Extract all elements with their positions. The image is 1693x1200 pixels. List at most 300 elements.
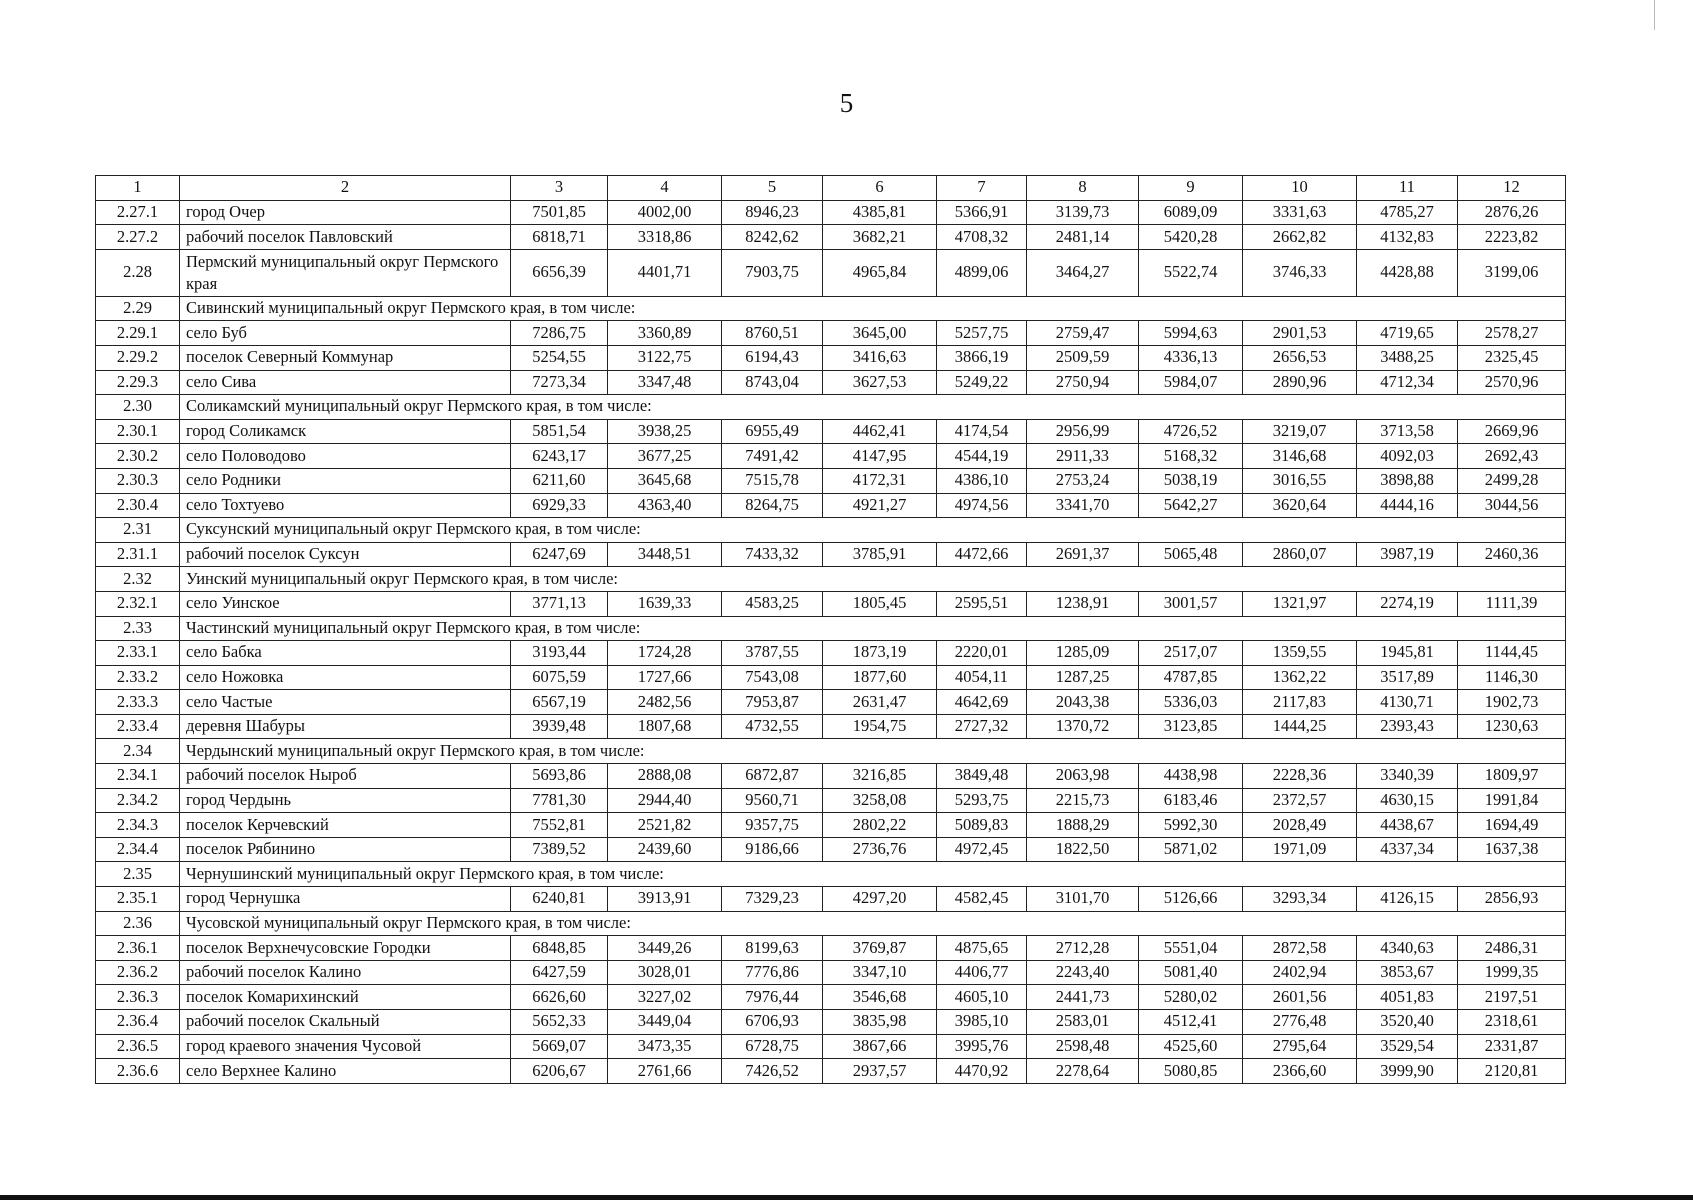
value-cell: 1639,33 bbox=[608, 591, 722, 616]
value-cell: 1637,38 bbox=[1458, 837, 1566, 862]
value-cell: 2802,22 bbox=[823, 813, 937, 838]
row-number: 2.34.3 bbox=[96, 813, 180, 838]
value-cell: 3520,40 bbox=[1357, 1010, 1458, 1035]
value-cell: 5126,66 bbox=[1139, 887, 1243, 912]
section-row bbox=[96, 862, 1566, 887]
row-number: 2.36.5 bbox=[96, 1034, 180, 1059]
settlement-name: поселок Верхнечусовские Городки bbox=[180, 936, 511, 961]
value-cell: 1321,97 bbox=[1243, 591, 1357, 616]
value-cell: 6818,71 bbox=[511, 225, 608, 250]
value-cell: 5669,07 bbox=[511, 1034, 608, 1059]
table-row bbox=[96, 813, 1566, 838]
value-cell: 7543,08 bbox=[722, 665, 823, 690]
value-cell: 3331,63 bbox=[1243, 200, 1357, 225]
value-cell: 7776,86 bbox=[722, 960, 823, 985]
value-cell: 3016,55 bbox=[1243, 468, 1357, 493]
value-cell: 2441,73 bbox=[1027, 985, 1139, 1010]
value-cell: 5249,22 bbox=[937, 370, 1027, 395]
row-number: 2.27.1 bbox=[96, 200, 180, 225]
section-row bbox=[96, 739, 1566, 764]
value-cell: 2795,64 bbox=[1243, 1034, 1357, 1059]
value-cell: 3866,19 bbox=[937, 345, 1027, 370]
value-cell: 3939,48 bbox=[511, 714, 608, 739]
table-row bbox=[96, 1034, 1566, 1059]
value-cell: 3347,48 bbox=[608, 370, 722, 395]
value-cell: 4092,03 bbox=[1357, 444, 1458, 469]
table-row bbox=[96, 345, 1566, 370]
value-cell: 1809,97 bbox=[1458, 764, 1566, 789]
value-cell: 2911,33 bbox=[1027, 444, 1139, 469]
value-cell: 7501,85 bbox=[511, 200, 608, 225]
value-cell: 2598,48 bbox=[1027, 1034, 1139, 1059]
value-cell: 6243,17 bbox=[511, 444, 608, 469]
value-cell: 2223,82 bbox=[1458, 225, 1566, 250]
value-cell: 2753,24 bbox=[1027, 468, 1139, 493]
value-cell: 8760,51 bbox=[722, 321, 823, 346]
value-cell: 6706,93 bbox=[722, 1010, 823, 1035]
table-row bbox=[96, 788, 1566, 813]
value-cell: 6089,09 bbox=[1139, 200, 1243, 225]
value-cell: 2595,51 bbox=[937, 591, 1027, 616]
value-cell: 5522,74 bbox=[1139, 249, 1243, 296]
value-cell: 1888,29 bbox=[1027, 813, 1139, 838]
section-row bbox=[96, 911, 1566, 936]
value-cell: 4972,45 bbox=[937, 837, 1027, 862]
value-cell: 3139,73 bbox=[1027, 200, 1139, 225]
section-title: Уинский муниципальный округ Пермского края, в том числе: bbox=[180, 567, 1566, 592]
value-cell: 4002,00 bbox=[608, 200, 722, 225]
value-cell: 7389,52 bbox=[511, 837, 608, 862]
settlement-name: село Верхнее Калино bbox=[180, 1059, 511, 1084]
value-cell: 4470,92 bbox=[937, 1059, 1027, 1084]
value-cell: 6075,59 bbox=[511, 665, 608, 690]
value-cell: 3341,70 bbox=[1027, 493, 1139, 518]
value-cell: 7976,44 bbox=[722, 985, 823, 1010]
value-cell: 2509,59 bbox=[1027, 345, 1139, 370]
row-number: 2.33.2 bbox=[96, 665, 180, 690]
value-cell: 2601,56 bbox=[1243, 985, 1357, 1010]
value-cell: 1144,45 bbox=[1458, 641, 1566, 666]
table-row bbox=[96, 837, 1566, 862]
value-cell: 3199,06 bbox=[1458, 249, 1566, 296]
value-cell: 3645,00 bbox=[823, 321, 937, 346]
value-cell: 2736,76 bbox=[823, 837, 937, 862]
settlement-name: город Чердынь bbox=[180, 788, 511, 813]
column-header: 11 bbox=[1357, 176, 1458, 201]
value-cell: 7781,30 bbox=[511, 788, 608, 813]
value-cell: 4385,81 bbox=[823, 200, 937, 225]
value-cell: 4054,11 bbox=[937, 665, 1027, 690]
row-number: 2.31.1 bbox=[96, 542, 180, 567]
value-cell: 6626,60 bbox=[511, 985, 608, 1010]
value-cell: 4544,19 bbox=[937, 444, 1027, 469]
settlement-name: село Буб bbox=[180, 321, 511, 346]
value-cell: 4336,13 bbox=[1139, 345, 1243, 370]
value-cell: 4512,41 bbox=[1139, 1010, 1243, 1035]
value-cell: 2028,49 bbox=[1243, 813, 1357, 838]
value-cell: 3938,25 bbox=[608, 419, 722, 444]
value-cell: 3835,98 bbox=[823, 1010, 937, 1035]
value-cell: 3340,39 bbox=[1357, 764, 1458, 789]
value-cell: 2481,14 bbox=[1027, 225, 1139, 250]
value-cell: 4719,65 bbox=[1357, 321, 1458, 346]
settlement-name: село Частые bbox=[180, 690, 511, 715]
value-cell: 2956,99 bbox=[1027, 419, 1139, 444]
column-header: 10 bbox=[1243, 176, 1357, 201]
section-title: Сивинский муниципальный округ Пермского края, в том числе: bbox=[180, 296, 1566, 321]
value-cell: 4785,27 bbox=[1357, 200, 1458, 225]
value-cell: 8946,23 bbox=[722, 200, 823, 225]
row-number: 2.30.2 bbox=[96, 444, 180, 469]
value-cell: 5293,75 bbox=[937, 788, 1027, 813]
value-cell: 5366,91 bbox=[937, 200, 1027, 225]
value-cell: 4051,83 bbox=[1357, 985, 1458, 1010]
value-cell: 1727,66 bbox=[608, 665, 722, 690]
value-cell: 2274,19 bbox=[1357, 591, 1458, 616]
value-cell: 5065,48 bbox=[1139, 542, 1243, 567]
value-cell: 3771,13 bbox=[511, 591, 608, 616]
value-cell: 6955,49 bbox=[722, 419, 823, 444]
table-row bbox=[96, 641, 1566, 666]
value-cell: 2482,56 bbox=[608, 690, 722, 715]
settlement-name: рабочий поселок Скальный bbox=[180, 1010, 511, 1035]
table-row bbox=[96, 249, 1566, 296]
value-cell: 4337,34 bbox=[1357, 837, 1458, 862]
value-cell: 1111,39 bbox=[1458, 591, 1566, 616]
value-cell: 4132,83 bbox=[1357, 225, 1458, 250]
value-cell: 5871,02 bbox=[1139, 837, 1243, 862]
value-cell: 8264,75 bbox=[722, 493, 823, 518]
section-title: Частинский муниципальный округ Пермского края, в том числе: bbox=[180, 616, 1566, 641]
section-row bbox=[96, 518, 1566, 543]
table-row bbox=[96, 764, 1566, 789]
value-cell: 4126,15 bbox=[1357, 887, 1458, 912]
value-cell: 2499,28 bbox=[1458, 468, 1566, 493]
table-row bbox=[96, 370, 1566, 395]
value-cell: 9357,75 bbox=[722, 813, 823, 838]
value-cell: 4428,88 bbox=[1357, 249, 1458, 296]
value-cell: 2750,94 bbox=[1027, 370, 1139, 395]
settlement-name: село Сива bbox=[180, 370, 511, 395]
table-body bbox=[96, 176, 1566, 1084]
column-header: 9 bbox=[1139, 176, 1243, 201]
value-cell: 1146,30 bbox=[1458, 665, 1566, 690]
row-number: 2.36.3 bbox=[96, 985, 180, 1010]
value-cell: 2583,01 bbox=[1027, 1010, 1139, 1035]
settlement-name: село Тохтуево bbox=[180, 493, 511, 518]
value-cell: 2517,07 bbox=[1139, 641, 1243, 666]
value-cell: 3913,91 bbox=[608, 887, 722, 912]
value-cell: 5280,02 bbox=[1139, 985, 1243, 1010]
value-cell: 2521,82 bbox=[608, 813, 722, 838]
value-cell: 5693,86 bbox=[511, 764, 608, 789]
value-cell: 3360,89 bbox=[608, 321, 722, 346]
row-number: 2.35.1 bbox=[96, 887, 180, 912]
value-cell: 3995,76 bbox=[937, 1034, 1027, 1059]
value-cell: 1444,25 bbox=[1243, 714, 1357, 739]
value-cell: 2761,66 bbox=[608, 1059, 722, 1084]
settlement-name: рабочий поселок Павловский bbox=[180, 225, 511, 250]
value-cell: 7491,42 bbox=[722, 444, 823, 469]
value-cell: 5038,19 bbox=[1139, 468, 1243, 493]
value-cell: 4525,60 bbox=[1139, 1034, 1243, 1059]
settlement-name: рабочий поселок Суксун bbox=[180, 542, 511, 567]
settlement-name: поселок Керчевский bbox=[180, 813, 511, 838]
value-cell: 3448,51 bbox=[608, 542, 722, 567]
column-header: 7 bbox=[937, 176, 1027, 201]
settlement-name: Пермский муниципальный округ Пермского края bbox=[180, 249, 511, 296]
table-row bbox=[96, 887, 1566, 912]
value-cell: 2669,96 bbox=[1458, 419, 1566, 444]
value-cell: 2691,37 bbox=[1027, 542, 1139, 567]
settlement-name: село Ножовка bbox=[180, 665, 511, 690]
value-cell: 1873,19 bbox=[823, 641, 937, 666]
settlement-name: город краевого значения Чусовой bbox=[180, 1034, 511, 1059]
settlement-name: рабочий поселок Ныроб bbox=[180, 764, 511, 789]
value-cell: 7953,87 bbox=[722, 690, 823, 715]
row-number: 2.36 bbox=[96, 911, 180, 936]
value-cell: 2776,48 bbox=[1243, 1010, 1357, 1035]
value-cell: 2901,53 bbox=[1243, 321, 1357, 346]
value-cell: 4583,25 bbox=[722, 591, 823, 616]
value-cell: 2220,01 bbox=[937, 641, 1027, 666]
value-cell: 2215,73 bbox=[1027, 788, 1139, 813]
value-cell: 8743,04 bbox=[722, 370, 823, 395]
value-cell: 6728,75 bbox=[722, 1034, 823, 1059]
value-cell: 4438,98 bbox=[1139, 764, 1243, 789]
value-cell: 4472,66 bbox=[937, 542, 1027, 567]
value-cell: 1822,50 bbox=[1027, 837, 1139, 862]
value-cell: 3193,44 bbox=[511, 641, 608, 666]
value-cell: 3464,27 bbox=[1027, 249, 1139, 296]
value-cell: 2692,43 bbox=[1458, 444, 1566, 469]
value-cell: 1991,84 bbox=[1458, 788, 1566, 813]
value-cell: 3347,10 bbox=[823, 960, 937, 985]
value-cell: 4921,27 bbox=[823, 493, 937, 518]
value-cell: 1999,35 bbox=[1458, 960, 1566, 985]
value-cell: 2331,87 bbox=[1458, 1034, 1566, 1059]
row-number: 2.30.3 bbox=[96, 468, 180, 493]
table-row bbox=[96, 542, 1566, 567]
header-row bbox=[96, 176, 1566, 201]
value-cell: 1238,91 bbox=[1027, 591, 1139, 616]
value-cell: 1359,55 bbox=[1243, 641, 1357, 666]
value-cell: 2578,27 bbox=[1458, 321, 1566, 346]
value-cell: 4147,95 bbox=[823, 444, 937, 469]
value-cell: 3449,04 bbox=[608, 1010, 722, 1035]
table-row bbox=[96, 936, 1566, 961]
value-cell: 3122,75 bbox=[608, 345, 722, 370]
value-cell: 3146,68 bbox=[1243, 444, 1357, 469]
value-cell: 3853,67 bbox=[1357, 960, 1458, 985]
value-cell: 4297,20 bbox=[823, 887, 937, 912]
value-cell: 2063,98 bbox=[1027, 764, 1139, 789]
value-cell: 7433,32 bbox=[722, 542, 823, 567]
value-cell: 4340,63 bbox=[1357, 936, 1458, 961]
value-cell: 2662,82 bbox=[1243, 225, 1357, 250]
value-cell: 6240,81 bbox=[511, 887, 608, 912]
settlement-name: рабочий поселок Калино bbox=[180, 960, 511, 985]
value-cell: 5257,75 bbox=[937, 321, 1027, 346]
value-cell: 6247,69 bbox=[511, 542, 608, 567]
value-cell: 1807,68 bbox=[608, 714, 722, 739]
value-cell: 4605,10 bbox=[937, 985, 1027, 1010]
section-row bbox=[96, 616, 1566, 641]
row-number: 2.30.1 bbox=[96, 419, 180, 444]
row-number: 2.29.3 bbox=[96, 370, 180, 395]
settlement-name: село Родники bbox=[180, 468, 511, 493]
section-title: Чердынский муниципальный округ Пермского края, в том числе: bbox=[180, 739, 1566, 764]
value-cell: 1902,73 bbox=[1458, 690, 1566, 715]
settlement-name: город Очер bbox=[180, 200, 511, 225]
value-cell: 6206,67 bbox=[511, 1059, 608, 1084]
value-cell: 2120,81 bbox=[1458, 1059, 1566, 1084]
value-cell: 7273,34 bbox=[511, 370, 608, 395]
value-cell: 3627,53 bbox=[823, 370, 937, 395]
value-cell: 3713,58 bbox=[1357, 419, 1458, 444]
value-cell: 7552,81 bbox=[511, 813, 608, 838]
value-cell: 5336,03 bbox=[1139, 690, 1243, 715]
value-cell: 4438,67 bbox=[1357, 813, 1458, 838]
row-number: 2.34.1 bbox=[96, 764, 180, 789]
value-cell: 6929,33 bbox=[511, 493, 608, 518]
value-cell: 8199,63 bbox=[722, 936, 823, 961]
value-cell: 3849,48 bbox=[937, 764, 1027, 789]
settlement-name: село Бабка bbox=[180, 641, 511, 666]
value-cell: 4726,52 bbox=[1139, 419, 1243, 444]
value-cell: 3769,87 bbox=[823, 936, 937, 961]
settlement-name: деревня Шабуры bbox=[180, 714, 511, 739]
scan-edge-line bbox=[1654, 0, 1655, 30]
value-cell: 4712,34 bbox=[1357, 370, 1458, 395]
value-cell: 3867,66 bbox=[823, 1034, 937, 1059]
value-cell: 5551,04 bbox=[1139, 936, 1243, 961]
page-number: 5 bbox=[839, 88, 854, 118]
value-cell: 5168,32 bbox=[1139, 444, 1243, 469]
table-row bbox=[96, 468, 1566, 493]
value-cell: 3258,08 bbox=[823, 788, 937, 813]
value-cell: 1805,45 bbox=[823, 591, 937, 616]
value-cell: 6427,59 bbox=[511, 960, 608, 985]
table-row bbox=[96, 1059, 1566, 1084]
value-cell: 2860,07 bbox=[1243, 542, 1357, 567]
table-row bbox=[96, 200, 1566, 225]
value-cell: 5254,55 bbox=[511, 345, 608, 370]
value-cell: 2712,28 bbox=[1027, 936, 1139, 961]
value-cell: 5420,28 bbox=[1139, 225, 1243, 250]
value-cell: 7286,75 bbox=[511, 321, 608, 346]
value-cell: 4386,10 bbox=[937, 468, 1027, 493]
table-row bbox=[96, 665, 1566, 690]
value-cell: 2402,94 bbox=[1243, 960, 1357, 985]
value-cell: 5992,30 bbox=[1139, 813, 1243, 838]
value-cell: 3219,07 bbox=[1243, 419, 1357, 444]
value-cell: 3529,54 bbox=[1357, 1034, 1458, 1059]
value-cell: 3517,89 bbox=[1357, 665, 1458, 690]
value-cell: 7329,23 bbox=[722, 887, 823, 912]
value-cell: 3216,85 bbox=[823, 764, 937, 789]
table-row bbox=[96, 714, 1566, 739]
value-cell: 2872,58 bbox=[1243, 936, 1357, 961]
value-cell: 7515,78 bbox=[722, 468, 823, 493]
value-cell: 3746,33 bbox=[1243, 249, 1357, 296]
value-cell: 4462,41 bbox=[823, 419, 937, 444]
value-cell: 2727,32 bbox=[937, 714, 1027, 739]
settlement-name: город Чернушка bbox=[180, 887, 511, 912]
column-header: 8 bbox=[1027, 176, 1139, 201]
value-cell: 4965,84 bbox=[823, 249, 937, 296]
value-cell: 3318,86 bbox=[608, 225, 722, 250]
section-title: Суксунский муниципальный округ Пермского края, в том числе: bbox=[180, 518, 1566, 543]
value-cell: 1362,22 bbox=[1243, 665, 1357, 690]
section-title: Чусовской муниципальный округ Пермского края, в том числе: bbox=[180, 911, 1566, 936]
value-cell: 2366,60 bbox=[1243, 1059, 1357, 1084]
value-cell: 6183,46 bbox=[1139, 788, 1243, 813]
value-cell: 3645,68 bbox=[608, 468, 722, 493]
table-row bbox=[96, 1010, 1566, 1035]
value-cell: 8242,62 bbox=[722, 225, 823, 250]
value-cell: 3677,25 bbox=[608, 444, 722, 469]
value-cell: 6656,39 bbox=[511, 249, 608, 296]
value-cell: 4174,54 bbox=[937, 419, 1027, 444]
value-cell: 5089,83 bbox=[937, 813, 1027, 838]
table-row bbox=[96, 960, 1566, 985]
value-cell: 3488,25 bbox=[1357, 345, 1458, 370]
row-number: 2.32 bbox=[96, 567, 180, 592]
value-cell: 2117,83 bbox=[1243, 690, 1357, 715]
column-header: 2 bbox=[180, 176, 511, 201]
value-cell: 2570,96 bbox=[1458, 370, 1566, 395]
value-cell: 2888,08 bbox=[608, 764, 722, 789]
table-row bbox=[96, 591, 1566, 616]
value-cell: 3473,35 bbox=[608, 1034, 722, 1059]
value-cell: 3898,88 bbox=[1357, 468, 1458, 493]
value-cell: 2876,26 bbox=[1458, 200, 1566, 225]
value-cell: 9560,71 bbox=[722, 788, 823, 813]
settlement-name: город Соликамск bbox=[180, 419, 511, 444]
column-header: 3 bbox=[511, 176, 608, 201]
value-cell: 2439,60 bbox=[608, 837, 722, 862]
settlement-name: поселок Комарихинский bbox=[180, 985, 511, 1010]
value-cell: 3123,85 bbox=[1139, 714, 1243, 739]
row-number: 2.34.4 bbox=[96, 837, 180, 862]
value-cell: 5080,85 bbox=[1139, 1059, 1243, 1084]
value-cell: 3682,21 bbox=[823, 225, 937, 250]
value-cell: 2631,47 bbox=[823, 690, 937, 715]
value-cell: 2318,61 bbox=[1458, 1010, 1566, 1035]
value-cell: 5081,40 bbox=[1139, 960, 1243, 985]
row-number: 2.36.4 bbox=[96, 1010, 180, 1035]
row-number: 2.29 bbox=[96, 296, 180, 321]
value-cell: 4130,71 bbox=[1357, 690, 1458, 715]
value-cell: 3785,91 bbox=[823, 542, 937, 567]
value-cell: 3101,70 bbox=[1027, 887, 1139, 912]
value-cell: 6211,60 bbox=[511, 468, 608, 493]
value-cell: 4406,77 bbox=[937, 960, 1027, 985]
value-cell: 2372,57 bbox=[1243, 788, 1357, 813]
value-cell: 6848,85 bbox=[511, 936, 608, 961]
settlement-name: село Уинское bbox=[180, 591, 511, 616]
value-cell: 1877,60 bbox=[823, 665, 937, 690]
value-cell: 1287,25 bbox=[1027, 665, 1139, 690]
table-row bbox=[96, 419, 1566, 444]
table-row bbox=[96, 493, 1566, 518]
row-number: 2.36.6 bbox=[96, 1059, 180, 1084]
row-number: 2.31 bbox=[96, 518, 180, 543]
value-cell: 2197,51 bbox=[1458, 985, 1566, 1010]
value-cell: 4875,65 bbox=[937, 936, 1027, 961]
section-title: Соликамский муниципальный округ Пермского края, в том числе: bbox=[180, 395, 1566, 420]
